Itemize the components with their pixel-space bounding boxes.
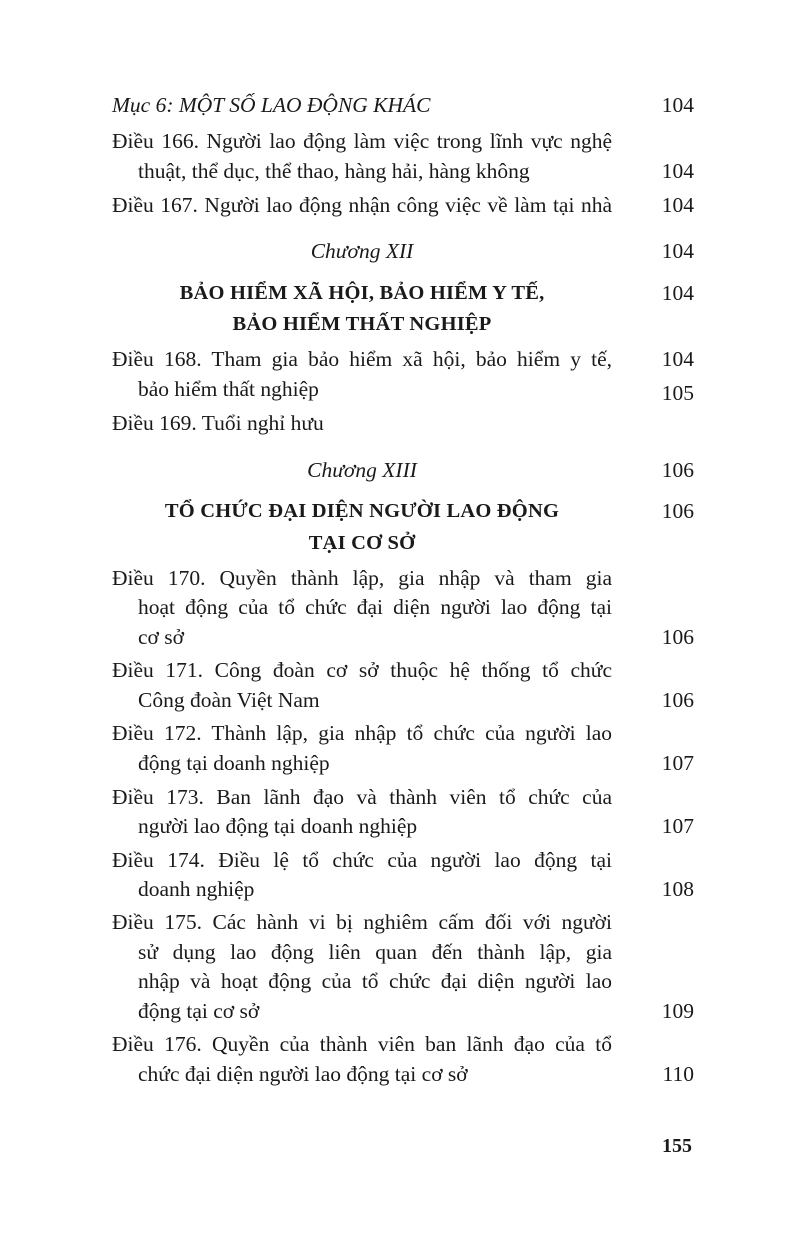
toc-page-number: 108 xyxy=(661,877,694,901)
toc-page-number: 107 xyxy=(661,814,694,838)
toc-line: Điều 172. Thành lập, gia nhập tổ chức của người lao xyxy=(112,721,612,745)
toc-page-number: 104 xyxy=(661,281,694,305)
toc-page-number: 104 xyxy=(661,347,694,371)
toc-page-number: 107 xyxy=(661,751,694,775)
toc-page-number: 106 xyxy=(661,458,694,482)
toc-line: động tại cơ sở xyxy=(138,999,260,1023)
toc-line: TẠI CƠ SỞ xyxy=(308,532,416,554)
toc-line: TỔ CHỨC ĐẠI DIỆN NGƯỜI LAO ĐỘNG xyxy=(164,500,560,522)
toc-line: Điều 170. Quyền thành lập, gia nhập và tham gia xyxy=(112,566,612,590)
toc-line: Chương XIII xyxy=(307,458,417,482)
toc-page-number: 109 xyxy=(661,999,694,1023)
toc-page-number: 105 xyxy=(661,381,694,405)
toc-line: Điều 168. Tham gia bảo hiểm xã hội, bảo hiểm y tế, xyxy=(112,347,612,371)
toc-page-number: 104 xyxy=(661,93,694,117)
toc-line: người lao động tại doanh nghiệp xyxy=(138,814,418,838)
toc-line: BẢO HIỂM XÃ HỘI, BẢO HIỂM Y TẾ, xyxy=(179,282,545,304)
toc-page-number: 106 xyxy=(661,688,694,712)
toc-line: nhập và hoạt động của tổ chức đại diện người lao xyxy=(138,969,612,993)
toc-line: Điều 171. Công đoàn cơ sở thuộc hệ thống tổ chức xyxy=(112,658,612,682)
toc-page-number: 104 xyxy=(661,159,694,183)
toc-line: Điều 175. Các hành vi bị nghiêm cấm đối với người xyxy=(112,910,612,934)
toc-page-number: 110 xyxy=(662,1062,694,1086)
toc-page-number: 104 xyxy=(661,193,694,217)
toc-line: Công đoàn Việt Nam xyxy=(138,688,320,712)
toc-line: Mục 6: MỘT SỐ LAO ĐỘNG KHÁC xyxy=(112,93,431,117)
toc-line: BẢO HIỂM THẤT NGHIỆP xyxy=(232,313,492,335)
toc-page-number: 106 xyxy=(661,499,694,523)
toc-line: bảo hiểm thất nghiệp xyxy=(138,377,319,401)
toc-line: Điều 167. Người lao động nhận công việc về làm tại nhà xyxy=(112,193,612,217)
toc-page-number: 106 xyxy=(661,625,694,649)
toc-page-number: 104 xyxy=(661,239,694,263)
toc-line: chức đại diện người lao động tại cơ sở xyxy=(138,1062,468,1086)
page-folio: 155 xyxy=(662,1135,692,1157)
toc-line: Chương XII xyxy=(310,239,414,263)
toc-line: động tại doanh nghiệp xyxy=(138,751,330,775)
toc-line: sử dụng lao động liên quan đến thành lập, gia xyxy=(138,940,612,964)
toc-line: doanh nghiệp xyxy=(138,877,255,901)
toc-line: Điều 176. Quyền của thành viên ban lãnh đạo của tổ xyxy=(112,1032,612,1056)
toc-line: cơ sở xyxy=(138,625,185,649)
toc-line: hoạt động của tổ chức đại diện người lao động tại xyxy=(138,595,612,619)
toc-line: thuật, thể dục, thể thao, hàng hải, hàng không xyxy=(138,159,530,183)
toc-line: Điều 169. Tuổi nghỉ hưu xyxy=(112,411,324,435)
toc-line: Điều 166. Người lao động làm việc trong lĩnh vực nghệ xyxy=(112,129,612,153)
toc-line: Điều 174. Điều lệ tổ chức của người lao động tại xyxy=(112,848,612,872)
toc-line: Điều 173. Ban lãnh đạo và thành viên tổ chức của xyxy=(112,785,612,809)
